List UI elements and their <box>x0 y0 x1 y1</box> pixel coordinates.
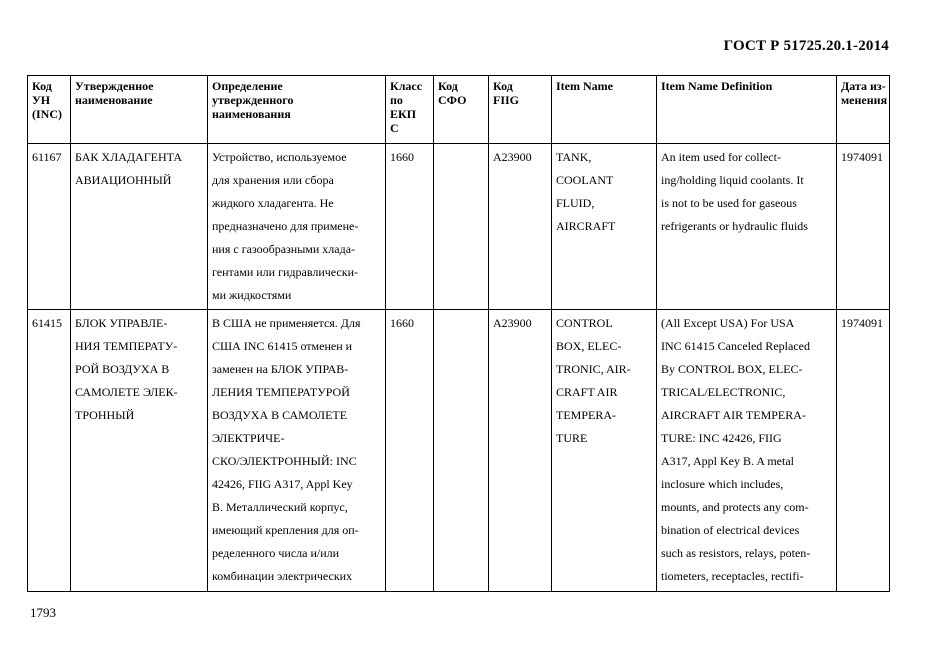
cell-sfo-code <box>434 310 489 592</box>
cell-item-name <box>552 144 657 310</box>
table-row <box>28 310 890 592</box>
cell-line: bination of electrical devices <box>661 523 800 537</box>
cell-approved-name <box>71 144 208 310</box>
cell-line: комбинации электрических <box>212 569 353 583</box>
cell-name-definition <box>208 310 386 592</box>
cell-fsc-class <box>386 310 434 592</box>
cell-line: FLUID, <box>556 196 595 210</box>
cell-line: A317, Appl Key B. A metal <box>661 454 794 468</box>
cell-inc-code <box>28 144 71 310</box>
cell-line: TURE <box>556 431 588 445</box>
cell-line: ТРОННЫЙ <box>75 408 135 422</box>
cell-line: By CONTROL BOX, ELEC- <box>661 362 803 376</box>
cell-line: TEMPERA- <box>556 408 616 422</box>
header-line: FIIG <box>493 93 520 107</box>
cell-line: ВОЗДУХА В САМОЛЕТЕ <box>212 408 348 422</box>
cell-line: РОЙ ВОЗДУХА В <box>75 362 170 376</box>
header-line: Код <box>32 79 52 93</box>
table-row <box>28 144 890 310</box>
header-line: Item Name Definition <box>661 79 773 93</box>
cell-line: 1660 <box>390 316 414 330</box>
cell-line: is not to be used for gaseous <box>661 196 797 210</box>
cell-line: CRAFT AIR <box>556 385 618 399</box>
header-line: утвержденного <box>212 93 294 107</box>
cell-line: СКО/ЭЛЕКТРОННЫЙ: INC <box>212 454 357 468</box>
cell-line: для хранения или сбора <box>212 173 334 187</box>
header-line: С <box>390 121 399 135</box>
column-header-sfo-code <box>434 76 489 144</box>
cell-sfo-code <box>434 144 489 310</box>
document-header: ГОСТ Р 51725.20.1-2014 <box>723 38 889 54</box>
column-header-fiig-code <box>489 76 552 144</box>
cell-line: гентами или гидравлически- <box>212 265 359 279</box>
cell-change-date <box>837 144 890 310</box>
header-line: СФО <box>438 93 467 107</box>
header-line: Класс <box>390 79 423 93</box>
header-line: Код <box>493 79 513 93</box>
cell-line: 1974091 <box>841 316 883 330</box>
cell-item-name-definition <box>657 144 837 310</box>
standard-items-table <box>27 75 890 592</box>
cell-fiig-code <box>489 310 552 592</box>
cell-line: tiometers, receptacles, rectifi- <box>661 569 804 583</box>
cell-line: TURE: INC 42426, FIIG <box>661 431 782 445</box>
header-line: Дата из- <box>841 79 886 93</box>
cell-line: 1660 <box>390 150 414 164</box>
cell-line: TRONIC, AIR- <box>556 362 631 376</box>
column-header-name-definition <box>208 76 386 144</box>
table-header-row <box>28 76 890 144</box>
cell-line: An item used for collect- <box>661 150 781 164</box>
header-line: УН <box>32 93 51 107</box>
page-number: 1793 <box>30 605 56 620</box>
cell-line: САМОЛЕТЕ ЭЛЕК- <box>75 385 178 399</box>
cell-approved-name <box>71 310 208 592</box>
cell-line: such as resistors, relays, poten- <box>661 546 811 560</box>
cell-line: АВИАЦИОННЫЙ <box>75 173 172 187</box>
cell-line: TRICAL/ELECTRONIC, <box>661 385 786 399</box>
column-header-change-date <box>837 76 890 144</box>
cell-line: жидкого хладагента. Не <box>212 196 334 210</box>
cell-line: ния с газообразными хлада- <box>212 242 356 256</box>
cell-line: A23900 <box>493 150 532 164</box>
cell-line: имеющий крепления для оп- <box>212 523 359 537</box>
cell-line: НИЯ ТЕМПЕРАТУ- <box>75 339 178 353</box>
header-line: ЕКП <box>390 107 417 121</box>
cell-line: ЛЕНИЯ ТЕМПЕРАТУРОЙ <box>212 385 350 399</box>
cell-line: TANK, <box>556 150 592 164</box>
cell-line: США INC 61415 отменен и <box>212 339 353 353</box>
header-line: Item Name <box>556 79 613 93</box>
cell-line: 1974091 <box>841 150 883 164</box>
cell-line: inclosure which includes, <box>661 477 784 491</box>
cell-line: предназначено для примене- <box>212 219 359 233</box>
header-line: Определение <box>212 79 283 93</box>
cell-fiig-code <box>489 144 552 310</box>
cell-fsc-class <box>386 144 434 310</box>
header-line: менения <box>841 93 888 107</box>
cell-line: Устройство, используемое <box>212 150 347 164</box>
cell-line: BOX, ELEC- <box>556 339 622 353</box>
cell-line: refrigerants or hydraulic fluids <box>661 219 808 233</box>
header-line: (INC) <box>32 107 62 121</box>
cell-change-date <box>837 310 890 592</box>
column-header-item-name <box>552 76 657 144</box>
cell-inc-code <box>28 310 71 592</box>
column-header-approved-name <box>71 76 208 144</box>
cell-line: CONTROL <box>556 316 613 330</box>
cell-line: AIRCRAFT <box>556 219 616 233</box>
cell-line: (All Except USA) For USA <box>661 316 795 330</box>
cell-item-name <box>552 310 657 592</box>
cell-line: 42426, FIIG A317, Appl Key <box>212 477 353 491</box>
cell-line: ЭЛЕКТРИЧЕ- <box>212 431 285 445</box>
cell-line: COOLANT <box>556 173 614 187</box>
cell-line: ми жидкостями <box>212 288 292 302</box>
header-line: Утвержденное <box>75 79 154 93</box>
cell-line: AIRCRAFT AIR TEMPERA- <box>661 408 806 422</box>
cell-line: A23900 <box>493 316 532 330</box>
cell-line: БЛОК УПРАВЛЕ- <box>75 316 168 330</box>
header-line: наименования <box>212 107 291 121</box>
header-line: Код <box>438 79 458 93</box>
column-header-item-name-definition <box>657 76 837 144</box>
header-line: наименование <box>75 93 153 107</box>
cell-item-name-definition <box>657 310 837 592</box>
cell-line: заменен на БЛОК УПРАВ- <box>212 362 349 376</box>
cell-line: INC 61415 Canceled Replaced <box>661 339 810 353</box>
cell-name-definition <box>208 144 386 310</box>
column-header-fsc-class <box>386 76 434 144</box>
cell-line: mounts, and protects any com- <box>661 500 809 514</box>
cell-line: 61415 <box>32 316 62 330</box>
cell-line: ределенного числа и/или <box>212 546 340 560</box>
cell-line: В США не применяется. Для <box>212 316 361 330</box>
cell-line: 61167 <box>32 150 62 164</box>
header-line: по <box>390 93 403 107</box>
column-header-inc-code <box>28 76 71 144</box>
cell-line: B. Металлический корпус, <box>212 500 348 514</box>
cell-line: БАК ХЛАДАГЕНТА <box>75 150 183 164</box>
cell-line: ing/holding liquid coolants. It <box>661 173 804 187</box>
